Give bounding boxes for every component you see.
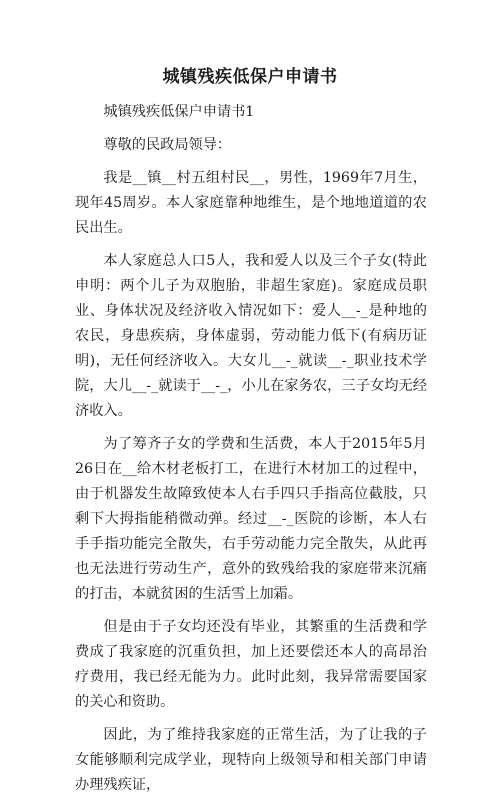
document-body: [75, 92, 427, 798]
paragraph-1: 我是__镇__村五组村民__，男性，1969年7月生，现年45周岁。本人家庭靠种地维生，是个地地道道的农民出生。: [75, 170, 427, 236]
document-subtitle: 城镇残疾低保户申请书1: [103, 104, 255, 120]
salutation: 尊敬的民政局领导：: [103, 137, 232, 153]
paragraph-2: 本人家庭总人口5人，我和爱人以及三个子女(特此申明：两个儿子为双胞胎，非超生家庭)。家庭成员职业、身体状况及经济收入情况如下：爱人__-_是种地的农民，身患疾病，身体虚弱，劳动能力低下(有病历证明)，无任何经济收入。大女儿__-_就读__-_职业技术学院，大儿__-_就读于__-_，小儿在家务农，三子女均无经济收入。: [75, 253, 427, 419]
document-title: 城镇残疾低保户申请书: [162, 67, 338, 87]
paragraph-3: 为了筹齐子女的学费和生活费，本人于2015年5月26日在__给木材老板打工，在进行木材加工的过程中，由于机器发生故障致使本人右手四只手指高位截肢，只剩下大拇指能稍微动弹。经过__-_医院的诊断，本人右手手指功能完全散失，右手劳动能力完全散失，从此再也无法进行劳动生产，意外的致残给我的家庭带来沉痛的打击，本就贫困的生活雪上加霜。: [75, 436, 427, 602]
paragraph-5: 因此，为了维持我家庭的正常生活，为了让我的子女能够顺利完成学业，现特向上级领导和相关部门申请办理残疾证，: [75, 727, 427, 793]
paragraph-4: 但是由于子女均还没有毕业，其繁重的生活费和学费成了我家庭的沉重负担，加上还要偿还本人的高昂治疗费用，我已经无能为力。此时此刻，我异常需要国家的关心和资助。: [75, 619, 427, 710]
